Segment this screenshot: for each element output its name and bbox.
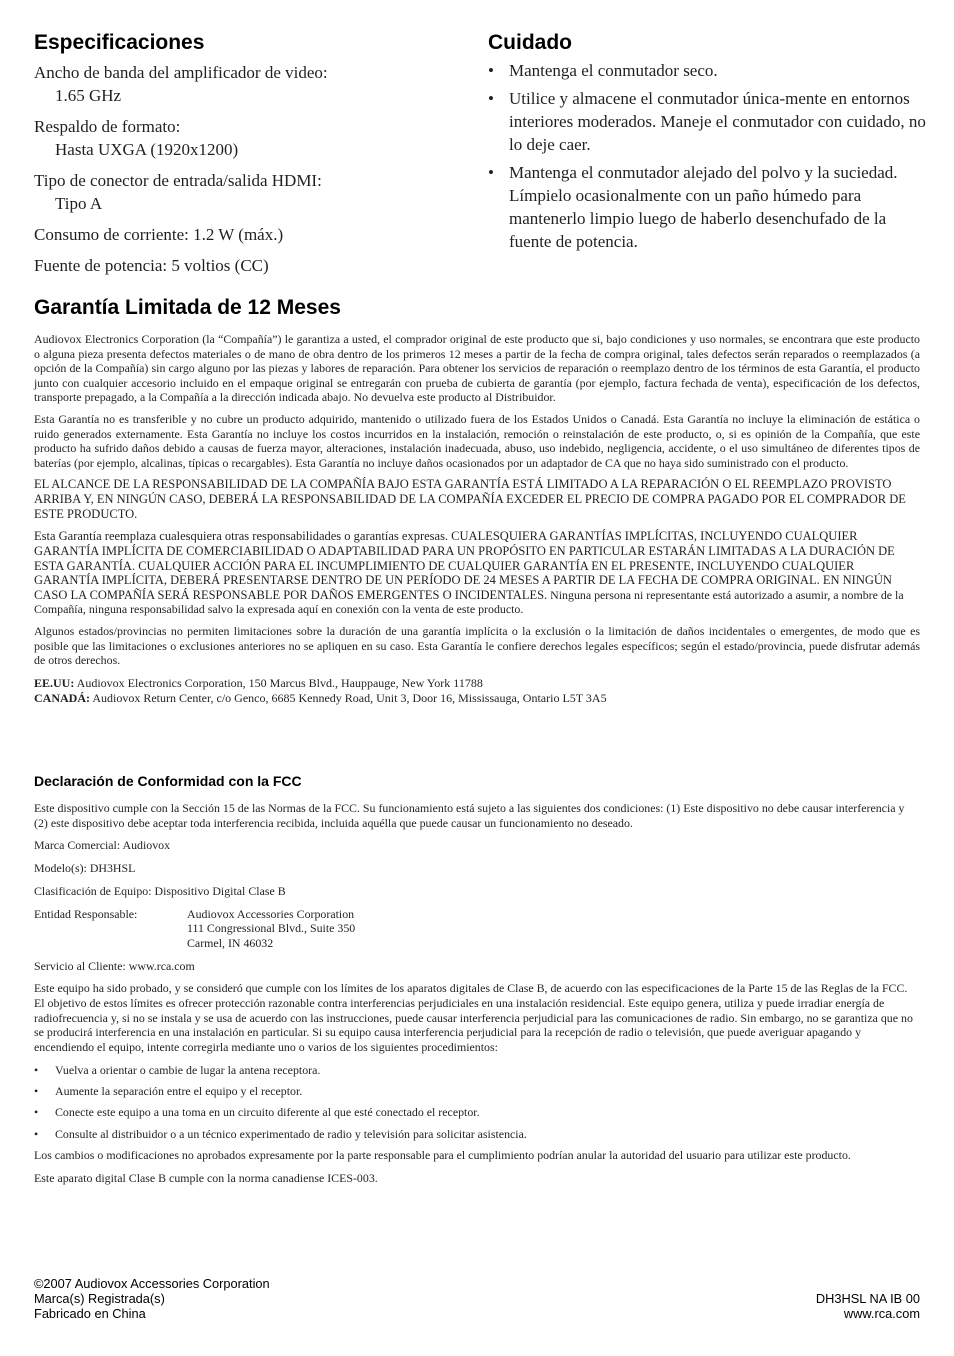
fcc-paragraph: Los cambios o modificaciones no aprobados expresamente por la parte responsable para el cumplimiento podrían anular la autoridad del usuario para utilizar este producto. xyxy=(34,1148,851,1163)
warranty-paragraph: Algunos estados/provincias no permiten limitaciones sobre la duración de una garantía implícita o la exclusión o la limitación de daños incidentales o emergentes, de modo que es posible que las limitaciones o exclusiones anteriores no se apliquen en su caso. Esta Garantía le confiere derechos legales específicos; según el estado/provincia, puede disfrutar además de otros derechos. xyxy=(34,623,920,668)
care-item: • Utilice y almacene el conmutador única-mente en entornos interiores moderados. Maneje el conmutador con cuidado, no lo deje caer. xyxy=(488,87,928,156)
spec-value: Tipo A xyxy=(55,194,103,213)
fcc-paragraph: Este aparato digital Clase B cumple con la norma canadiense ICES-003. xyxy=(34,1170,378,1185)
spec-label: Respaldo de formato: xyxy=(34,117,181,136)
spec-item xyxy=(34,169,454,215)
spec-item xyxy=(34,254,454,277)
fcc-title: Declaración de Conformidad con la FCC xyxy=(34,773,302,789)
fcc-responsible-entity xyxy=(34,907,920,951)
warranty-implied-rest: Ninguna persona ni representante está autorizado a asumir, a nombre de la Compañía, ninguna responsabilidad salvo la expresada aquí en conexión con la venta de este producto. xyxy=(34,587,904,617)
spec-item xyxy=(34,223,454,246)
fcc-entity-address xyxy=(187,907,355,951)
fcc-entity-line: Audiovox Accessories Corporation xyxy=(187,906,355,921)
footer-copyright: ©2007 Audiovox Accessories Corporation xyxy=(34,1276,270,1291)
warranty-paragraph: Esta Garantía no es transferible y no cubre un producto adquirido, mantenido o utilizado fuera de los Estados Unidos o Canadá. Esta Garantía no incluye la eliminación de estática o ruido generados externamente. Esta Garantía no incluye los costos incurridos en la instalación, remoción o reinstalación de este producto, o, si es opinión de la Compañía, que este producto ha sufrido daños debido a causas de fuerza mayor, alteraciones, instalación inadecuada, abuso, uso indebido, negligencia, accidente, o el uso simultáneo de diferentes tipos de baterías (por ejemplo, alcalinas, típicas o recargables). Esta Garantía no incluye daños ocasionados por un adaptador de CA que no haya sido suministrado con el producto. xyxy=(34,411,920,470)
warranty-paragraph xyxy=(34,529,920,617)
fcc-bullet: • Aumente la separación entre el equipo y el receptor. xyxy=(34,1084,920,1099)
footer-trademark: Marca(s) Registrada(s) xyxy=(34,1291,165,1306)
footer-right xyxy=(816,1291,920,1321)
fcc-entity-line: Carmel, IN 46032 xyxy=(187,935,274,950)
fcc-bullet: • Consulte al distribuidor o a un técnico experimentado de radio y televisión para solicitar asistencia. xyxy=(34,1127,920,1142)
fcc-trade-name: Marca Comercial: Audiovox xyxy=(34,838,171,853)
spec-label: Ancho de banda del amplificador de video: xyxy=(34,63,328,82)
footer-left xyxy=(34,1276,270,1321)
spec-label: Tipo de conector de entrada/salida HDMI: xyxy=(34,171,322,190)
care-list xyxy=(488,59,928,253)
us-address: Audiovox Electronics Corporation, 150 Marcus Blvd., Hauppauge, New York 11788 xyxy=(74,675,483,690)
warranty-addresses xyxy=(34,676,920,706)
warranty-title: Garantía Limitada de 12 Meses xyxy=(34,296,341,319)
fcc-paragraph: Este dispositivo cumple con la Sección 15 de las Normas de la FCC. Su funcionamiento está sujeto a las siguientes dos condiciones: (1) Este dispositivo no debe causar interferencia y (2) este dispositivo debe aceptar toda interferencia recibida, incluida aquélla que puede causar un funcionamiento no deseado. xyxy=(34,801,905,830)
spec-label: Consumo de corriente: 1.2 W (máx.) xyxy=(34,225,284,244)
footer-website: www.rca.com xyxy=(843,1306,920,1321)
fcc-bullet-list xyxy=(34,1063,920,1142)
us-label: EE.UU: xyxy=(34,675,75,690)
warranty-paragraph: Audiovox Electronics Corporation (la “Compañía”) le garantiza a usted, el comprador original de este producto que si, bajo condiciones y uso normales, se encontrara que este producto o alguna pieza presenta defectos materiales o de mano de obra dentro de los primeros 12 meses a partir de la fecha de compra original, tales defectos serán reparados o reemplazados (a opción de la Compañía) sin cargo alguno por las piezas y labores de reparación. Para obtener los servicios de reparación o reemplazo dentro de los términos de esta Garantía, el producto junto con cualquier accesorio incluido en el empaque original se entregarán con prueba de cubierta de garantía (por ejemplo, factura fechada de venta), especificación de los defectos, transporte prepagado, a la Compañía a la dirección indicada abajo. No devuelva este producto al Distribuidor. xyxy=(34,332,920,405)
warranty-section xyxy=(34,296,920,706)
canada-address: Audiovox Return Center, c/o Genco, 6685 Kennedy Road, Unit 3, Door 16, Mississauga, Ontario L5T 3A5 xyxy=(90,690,607,705)
specifications-section xyxy=(34,31,454,277)
fcc-classification: Clasificación de Equipo: Dispositivo Digital Clase B xyxy=(34,883,286,898)
warranty-liability-paragraph: EL ALCANCE DE LA RESPONSABILIDAD DE LA COMPAÑÍA BAJO ESTA GARANTÍA ESTÁ LIMITADO A LA REPARACIÓN O EL REEMPLAZO PROVISTO ARRIBA Y, EN NINGÚN CASO, DEBERÁ LA RESPONSABILIDAD DE LA COMPAÑÍA EXCEDER EL PRECIO DE COMPRA PAGADO POR EL COMPRADOR DE ESTE PRODUCTO. xyxy=(34,477,906,522)
spec-label: Fuente de potencia: 5 voltios (CC) xyxy=(34,256,269,275)
warranty-implied-text: Esta Garantía reemplaza cualesquiera otras responsabilidades o garantías expresas. CUALESQUIERA GARANTÍAS IMPLÍCITAS, INCLUYENDO CUALQUIER GARANTÍA IMPLÍCITA DE COMERCIABILIDAD O ADAPTABILIDAD PARA UN PROPÓSITO EN PARTICULAR ESTARÁN LIMITADAS A LA DURACIÓN DE ESTA GARANTÍA. CUALQUIER ACCIÓN PARA EL INCUMPLIMIENTO DE CUALQUIER GARANTÍA EN EL PRESENTE, INCLUYENDO CUALQUIER GARANTÍA IMPLÍCITA, DEBERÁ PRESENTARSE DENTRO DE UN PERÍODO DE 24 MESES A PARTIR DE LA FECHA DE COMPRA ORIGINAL. EN NINGÚN CASO LA COMPAÑÍA SERÁ RESPONSABLE POR DAÑOS EMERGENTES O INCIDENTALES. xyxy=(34,529,895,602)
spec-value: 1.65 GHz xyxy=(55,86,122,105)
spec-item xyxy=(34,115,454,161)
fcc-bullet: • Vuelva a orientar o cambie de lugar la antena receptora. xyxy=(34,1063,920,1078)
fcc-models: Modelo(s): DH3HSL xyxy=(34,861,136,876)
fcc-bullet: • Conecte este equipo a una toma en un circuito diferente al que esté conectado el receptor. xyxy=(34,1105,920,1120)
fcc-entity-line: 111 Congressional Blvd., Suite 350 xyxy=(187,921,356,936)
fcc-customer-service: Servicio al Cliente: www.rca.com xyxy=(34,958,195,973)
care-item: • Mantenga el conmutador alejado del polvo y la suciedad. Límpielo ocasionalmente con un paño húmedo para mantenerlo limpio luego de haberlo desenchufado de la fuente de potencia. xyxy=(488,161,928,253)
spec-item xyxy=(34,61,454,107)
footer-code: DH3HSL NA IB 00 xyxy=(815,1291,920,1306)
canada-address-line xyxy=(34,691,920,706)
specifications-title: Especificaciones xyxy=(34,31,205,54)
fcc-entity-label: Entidad Responsable: xyxy=(34,906,138,921)
canada-label: CANADÁ: xyxy=(34,690,90,705)
fcc-section xyxy=(34,773,920,1194)
care-section xyxy=(488,31,928,258)
us-address-line xyxy=(34,676,920,691)
spec-value: Hasta UXGA (1920x1200) xyxy=(55,140,239,159)
care-item: • Mantenga el conmutador seco. xyxy=(488,59,928,82)
fcc-paragraph: Este equipo ha sido probado, y se consideró que cumple con los límites de los aparatos digitales de Clase B, de acuerdo con las especificaciones de la Parte 15 de las Reglas de la FCC. El objetivo de estos límites es ofrecer protección razonable contra interferencias perjudiciales en una instalación residencial. Este equipo genera, utiliza y puede irradiar energía de radiofrecuencia y, si no se instala y se usa de acuerdo con las instrucciones, puede causar interferencia perjudicial para las comunicaciones de radio. Sin embargo, no se garantiza que no se producirá interferencia en una instalación en particular. Si su equipo causa interferencia perjudicial para la recepción de radio o televisión, que puede averiguar apagando y encendiendo el equipo, intente corregirla mediante uno o varios de los siguientes procedimientos: xyxy=(34,981,913,1054)
care-title: Cuidado xyxy=(488,31,572,54)
footer-made-in: Fabricado en China xyxy=(34,1306,146,1321)
